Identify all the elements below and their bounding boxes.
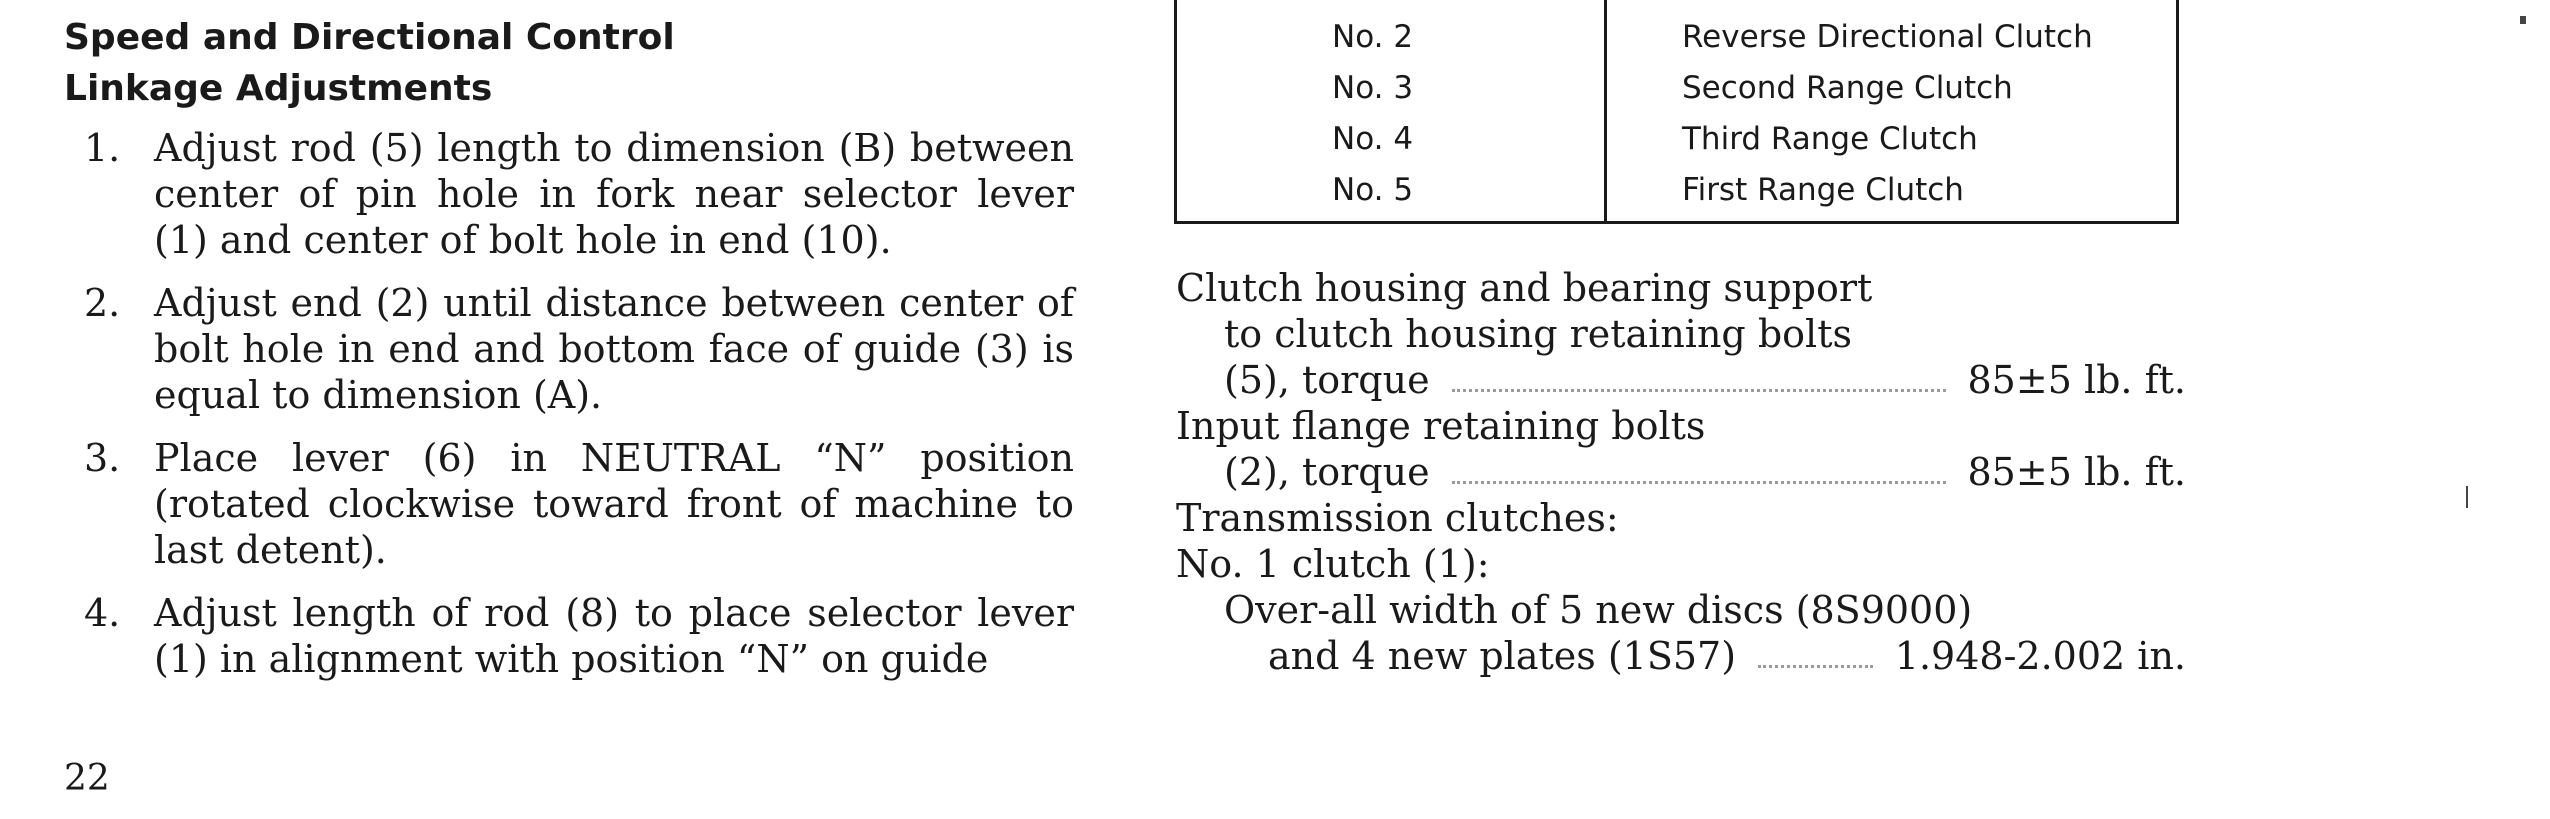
spec-overall-width-label: and 4 new plates (1S57) (1268, 634, 1737, 678)
spec-housing-line-2: to clutch housing retaining bolts (1224, 312, 1852, 356)
clutch-number-cell: No. 4 (1332, 121, 1414, 157)
spec-overall-width-line-1: Over-all width of 5 new discs (8S9000) (1224, 588, 1973, 632)
clutch-number-cell: No. 3 (1332, 70, 1414, 106)
step-item (64, 590, 1074, 682)
spec-housing-torque-label: (5), torque (1224, 358, 1430, 402)
spec-transmission-clutches: Transmission clutches: (1176, 496, 1619, 540)
spec-flange-torque-row (1176, 449, 2186, 495)
clutch-name-cell: Second Range Clutch (1682, 70, 2013, 106)
clutch-name-cell: Reverse Directional Clutch (1682, 19, 2093, 55)
spec-overall-width-value: 1.948-2.002 in. (1894, 634, 2186, 678)
dot-leader (1452, 389, 1946, 392)
step-number: 4. (84, 591, 121, 635)
step-item (64, 280, 1074, 418)
clutch-number-cell: No. 5 (1332, 172, 1414, 208)
table-row (1177, 63, 2176, 113)
clutch-table (1174, 0, 2179, 224)
section-heading (64, 12, 675, 114)
section-heading-line-2: Linkage Adjustments (64, 68, 493, 109)
spec-no1-clutch: No. 1 clutch (1): (1176, 542, 1490, 586)
step-text: Adjust length of rod (8) to place selector lever (1) in alignment with position “N” on guide (154, 591, 1074, 681)
spec-housing-line-1: Clutch housing and bearing support (1176, 266, 1873, 310)
adjustment-steps (64, 125, 1074, 699)
step-number: 2. (84, 281, 121, 325)
scan-speck (2466, 486, 2468, 508)
spec-flange-torque-label: (2), torque (1224, 450, 1430, 494)
step-number: 3. (84, 436, 121, 480)
step-text: Place lever (6) in NEUTRAL “N” position (rotated clockwise toward front of machine to last detent). (154, 436, 1074, 572)
clutch-number-cell: No. 2 (1332, 19, 1414, 55)
step-item (64, 125, 1074, 263)
clutch-name-cell: Third Range Clutch (1682, 121, 1978, 157)
table-row (1177, 12, 2176, 62)
page-number: 22 (64, 758, 110, 799)
spec-overall-width-row (1176, 633, 2186, 679)
clutch-name-cell: First Range Clutch (1682, 172, 1964, 208)
specifications (1176, 265, 2186, 679)
table-row (1177, 165, 2176, 215)
spec-housing-torque-value: 85±5 lb. ft. (1967, 358, 2186, 402)
step-text: Adjust rod (5) length to dimension (B) between center of pin hole in fork near selector lever (1) and center of bolt hole in end (10). (154, 126, 1074, 262)
spec-flange-torque-value: 85±5 lb. ft. (1967, 450, 2186, 494)
scan-speck (2520, 16, 2526, 24)
dot-leader (1452, 481, 1946, 484)
dot-leader (1758, 665, 1873, 668)
section-heading-line-1: Speed and Directional Control (64, 17, 675, 58)
table-row (1177, 114, 2176, 164)
step-text: Adjust end (2) until distance between center of bolt hole in end and bottom face of guide (3) is equal to dimension (A). (154, 281, 1074, 417)
step-item (64, 435, 1074, 573)
step-number: 1. (84, 126, 121, 170)
spec-housing-torque-row (1176, 357, 2186, 403)
spec-flange-line-1: Input flange retaining bolts (1176, 404, 1706, 448)
